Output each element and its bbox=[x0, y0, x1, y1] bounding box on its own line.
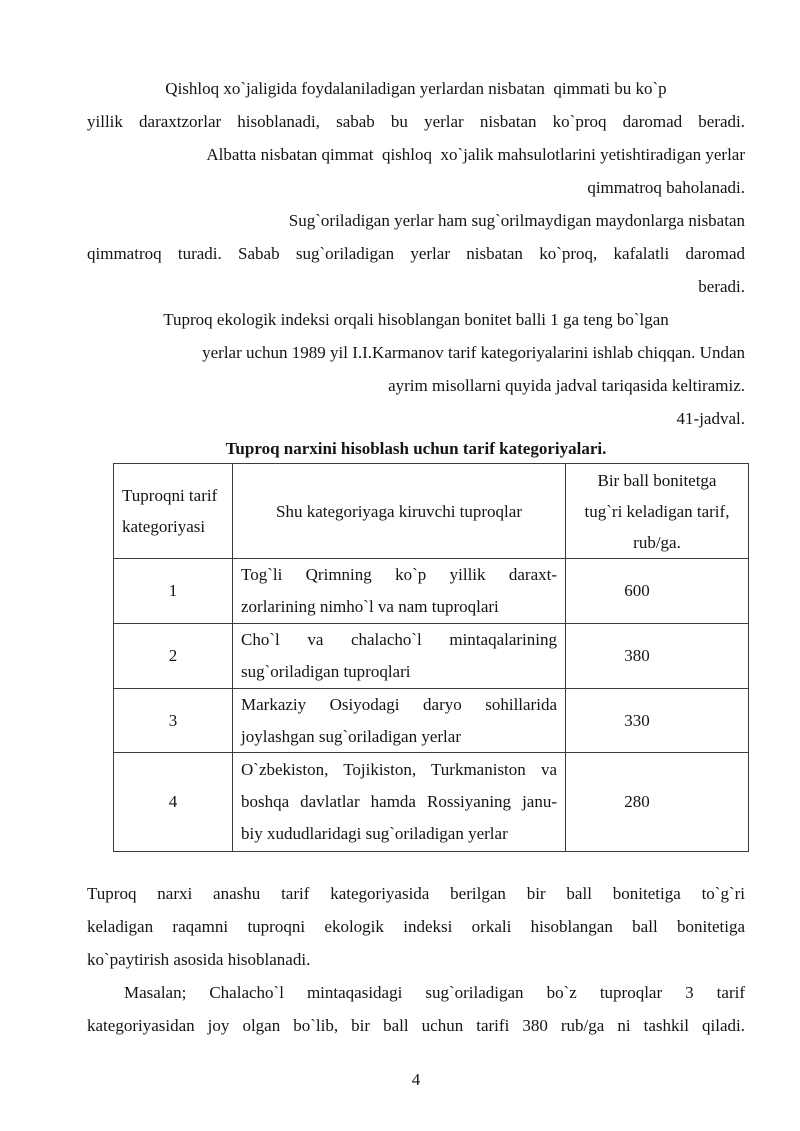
text-line: Albatta nisbatan qimmat qishloq xo`jalik mahsulotlarini yetishtiradigan yerlar bbox=[206, 145, 745, 164]
header-line: rub/ga. bbox=[633, 532, 681, 552]
header-cell-tariff bbox=[565, 464, 748, 558]
text-line: kategoriyasidan joy olgan bo`lib, bir ball uchun tarifi 380 rub/ga ni tashkil qiladi. bbox=[87, 1016, 745, 1035]
paragraph-2 bbox=[87, 204, 745, 303]
cell-description bbox=[232, 689, 565, 752]
paragraph-3 bbox=[87, 303, 745, 402]
description-line: sug`oriladigan tuproqlari bbox=[241, 662, 411, 681]
text-line: Sug`oriladigan yerlar ham sug`orilmaydigan maydonlarga nisbatan bbox=[288, 211, 745, 230]
description-line: Cho`l va chalacho`l mintaqalarining bbox=[241, 630, 557, 649]
paragraph-4 bbox=[87, 877, 745, 976]
text-line: qimmatroq turadi. Sabab sug`oriladigan yerlar nisbatan ko`proq, kafalatli daromad bbox=[87, 244, 745, 263]
category-value: 3 bbox=[168, 710, 178, 730]
description-line: zorlarining nimho`l va nam tuproqlari bbox=[241, 597, 499, 616]
table-row bbox=[114, 623, 748, 688]
cell-description bbox=[232, 753, 565, 851]
header-line: kategoriyasi bbox=[122, 517, 206, 536]
paragraph-1 bbox=[87, 72, 745, 204]
table-title: Tuproq narxini hisoblash uchun tarif kategoriyalari. bbox=[225, 439, 607, 458]
description-line: O`zbekiston, Tojikiston, Turkmaniston va bbox=[241, 760, 557, 779]
text-line: Masalan; Chalacho`l mintaqasidagi sug`oriladigan bo`z tuproqlar 3 tarif bbox=[124, 983, 745, 1002]
cell-description bbox=[232, 559, 565, 623]
text-line: Tuproq ekologik indeksi orqali hisoblangan bonitet balli 1 ga teng bo`lgan bbox=[163, 310, 669, 329]
header-line: Bir ball bonitetga bbox=[597, 470, 717, 490]
cell-description bbox=[232, 624, 565, 688]
tariff-value: 380 bbox=[624, 646, 650, 665]
tariff-value: 280 bbox=[624, 792, 650, 811]
description-line: joylashgan sug`oriladigan yerlar bbox=[241, 726, 461, 746]
cell-category bbox=[114, 559, 232, 623]
description-line: boshqa davlatlar hamda Rossiyaning janu- bbox=[241, 792, 557, 811]
text-line: keladigan raqamni tuproqni ekologik indeksi orkali hisoblangan ball bonitetiga bbox=[87, 917, 745, 936]
description-line: biy xududlaridagi sug`oriladigan yerlar bbox=[241, 824, 508, 843]
table-header-row bbox=[114, 464, 748, 558]
tariff-table bbox=[113, 463, 749, 852]
text-line: ayrim misollarni quyida jadval tariqasida keltiramiz. bbox=[388, 376, 745, 395]
cell-tariff bbox=[565, 753, 748, 851]
table-row bbox=[114, 688, 748, 752]
page-number: 4 bbox=[411, 1070, 421, 1089]
text-line: Tuproq narxi anashu tarif kategoriyasida berilgan bir ball bonitetiga to`g`ri bbox=[87, 884, 745, 903]
tariff-value: 330 bbox=[624, 710, 650, 730]
table-row bbox=[114, 752, 748, 851]
cell-tariff bbox=[565, 624, 748, 688]
category-value: 4 bbox=[168, 792, 178, 811]
table-caption: 41-jadval. bbox=[676, 409, 745, 428]
text-line: beradi. bbox=[698, 277, 745, 296]
table-row bbox=[114, 558, 748, 623]
header-line: Tuproqni tarif bbox=[122, 486, 218, 505]
description-line: Tog`li Qrimning ko`p yillik daraxt- bbox=[241, 565, 557, 584]
header-line: Shu kategoriyaga kiruvchi tuproqlar bbox=[276, 501, 522, 521]
paragraph-5 bbox=[87, 976, 745, 1042]
text-line: yerlar uchun 1989 yil I.I.Karmanov tarif kategoriyalarini ishlab chiqqan. Undan bbox=[202, 343, 745, 362]
cell-category bbox=[114, 624, 232, 688]
category-value: 2 bbox=[168, 646, 178, 665]
text-line: Qishloq xo`jaligida foydalaniladigan yerlardan nisbatan qimmati bu ko`p bbox=[165, 79, 667, 98]
header-cell-description bbox=[232, 464, 565, 558]
header-line: tug`ri keladigan tarif, bbox=[584, 501, 730, 521]
cell-category bbox=[114, 689, 232, 752]
tariff-value: 600 bbox=[624, 581, 650, 600]
text-line: ko`paytirish asosida hisoblanadi. bbox=[87, 950, 311, 969]
category-value: 1 bbox=[168, 581, 178, 600]
description-line: Markaziy Osiyodagi daryo sohillarida bbox=[241, 694, 557, 714]
header-cell-category bbox=[114, 464, 232, 558]
cell-tariff bbox=[565, 559, 748, 623]
text-line: yillik daraxtzorlar hisoblanadi, sabab bu yerlar nisbatan ko`proq daromad beradi. bbox=[87, 112, 745, 131]
cell-tariff bbox=[565, 689, 748, 752]
text-line: qimmatroq baholanadi. bbox=[587, 178, 745, 197]
cell-category bbox=[114, 753, 232, 851]
